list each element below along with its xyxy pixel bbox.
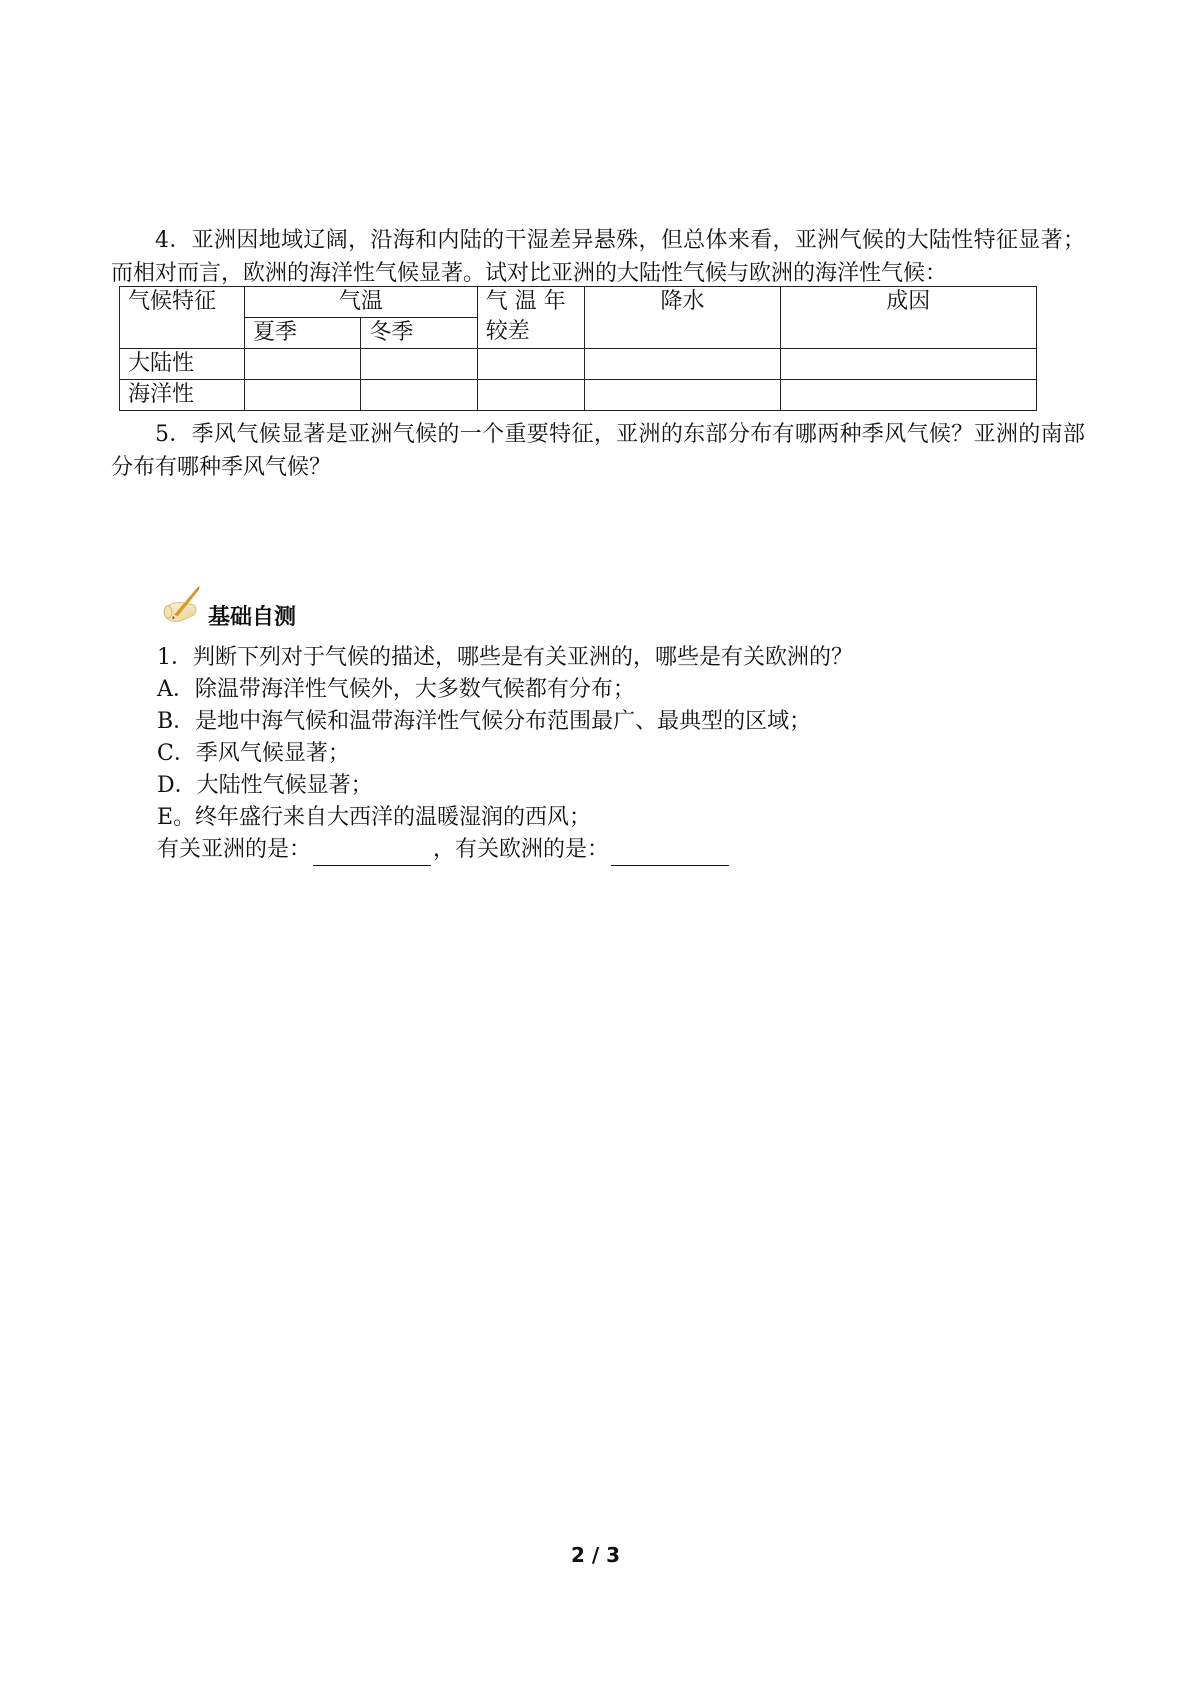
answer-europe-label: ，有关欧洲的是： [433,837,610,862]
answer-europe-blank[interactable] [611,841,729,866]
cell-empty[interactable] [585,349,780,380]
header-precipitation: 降水 [585,287,780,349]
header-temperature: 气温 [244,287,477,318]
header-annual-range [477,287,585,349]
question-5-text: 5．季风气候显著是亚洲气候的一个重要特征，亚洲的东部分布有哪两种季风气候？亚洲的南部分布有哪种季风气候？ [111,422,1085,480]
climate-comparison-table [119,286,1037,411]
cell-empty[interactable] [361,380,477,411]
row-label-oceanic: 海洋性 [120,380,245,411]
list-item: B．是地中海气候和温带海洋性气候分布范围最广、最典型的区域； [157,709,812,734]
cell-empty[interactable] [244,349,360,380]
list-item: C．季风气候显著； [157,741,350,766]
cell-empty[interactable] [477,349,585,380]
header-winter: 冬季 [361,318,477,349]
self-test-question: 1．判断下列对于气候的描述，哪些是有关亚洲的，哪些是有关欧洲的？ [157,645,853,670]
header-cause: 成因 [780,287,1036,349]
cell-empty[interactable] [244,380,360,411]
table-row [120,380,1037,411]
quill-scroll-icon [160,585,204,633]
header-summer: 夏季 [244,318,360,349]
header-annual-range-line1: 气 温 年 [485,289,566,314]
section-title: 基础自测 [208,605,297,630]
cell-empty[interactable] [361,349,477,380]
page-number: 2 / 3 [570,1543,621,1567]
answer-asia-blank[interactable] [313,841,431,866]
header-annual-range-line2: 较差 [485,319,530,344]
answer-line [157,834,1077,866]
row-label-continental: 大陆性 [120,349,245,380]
cell-empty[interactable] [477,380,585,411]
cell-empty[interactable] [585,380,780,411]
question-4-text: 4．亚洲因地域辽阔，沿海和内陆的干湿差异悬殊，但总体来看，亚洲气候的大陆性特征显著；而相对而言，欧洲的海洋性气候显著。试对比亚洲的大陆性气候与欧洲的海洋性气候： [111,228,1085,286]
header-climate-feature: 气候特征 [120,287,245,349]
section-heading [160,585,296,633]
cell-empty[interactable] [780,380,1036,411]
table-header-row [120,287,1037,318]
self-test-list [157,642,1077,866]
answer-asia-label: 有关亚洲的是： [157,837,312,862]
list-item: D．大陆性气候显著； [157,773,373,798]
cell-empty[interactable] [780,349,1036,380]
list-item: E。终年盛行来自大西洋的温暖湿润的西风； [157,805,592,830]
list-item: A．除温带海洋性气候外，大多数气候都有分布； [157,677,635,702]
table-row [120,349,1037,380]
